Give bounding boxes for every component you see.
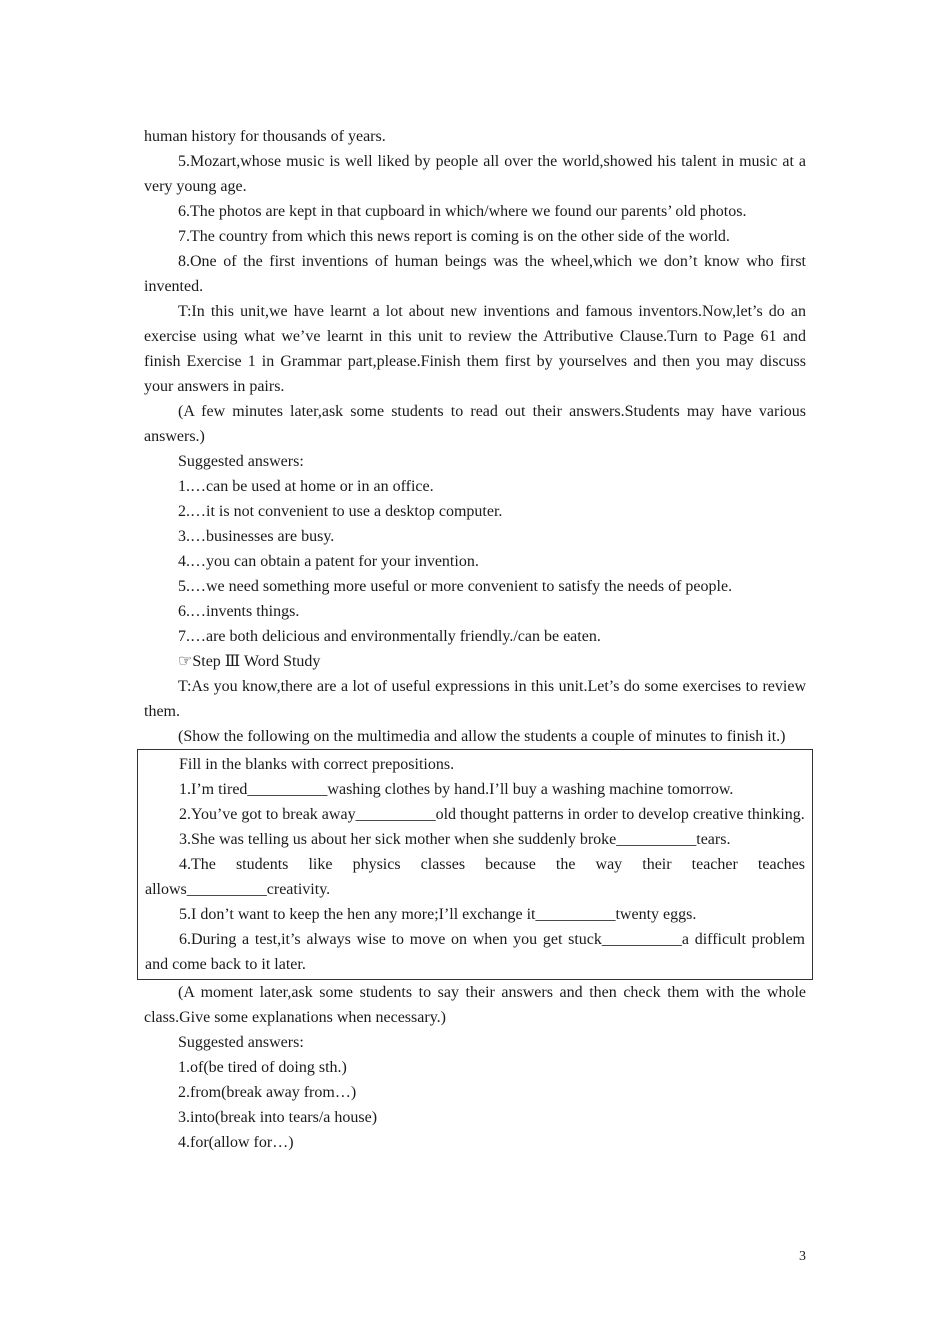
page-content xyxy=(144,124,806,1155)
paragraph: 1.…can be used at home or in an office. xyxy=(178,478,434,495)
paragraph: ☞Step Ⅲ Word Study xyxy=(178,653,321,670)
paragraph: 4.for(allow for…) xyxy=(178,1134,294,1151)
paragraph: 6.The photos are kept in that cupboard in which/where we found our parents’ old photos. xyxy=(178,203,747,220)
paragraph: 5.…we need something more useful or more convenient to satisfy the needs of people. xyxy=(178,578,733,595)
paragraph: 4.…you can obtain a patent for your invention. xyxy=(178,553,479,570)
paragraph: Suggested answers: xyxy=(178,453,304,470)
exercise-item: 1.I’m tired__________washing clothes by hand.I’ll buy a washing machine tomorrow. xyxy=(179,781,734,798)
paragraph: T:In this unit,we have learnt a lot about new inventions and famous inventors.Now,let’s do an exercise using what we’ve learnt in this unit to review the Attributive Clause.Turn to Page 61 and finish Exercise 1 in Grammar part,please.Finish them first by yourselves and then you may discuss your answers in pairs. xyxy=(144,303,806,395)
paragraph: 6.…invents things. xyxy=(178,603,300,620)
paragraph: 2.…it is not convenient to use a desktop computer. xyxy=(178,503,503,520)
top-section xyxy=(144,124,806,749)
paragraph: 5.Mozart,whose music is well liked by people all over the world,showed his talent in music at a very young age. xyxy=(144,153,806,195)
paragraph: 3.…businesses are busy. xyxy=(178,528,335,545)
paragraph: (Show the following on the multimedia and allow the students a couple of minutes to finish it.) xyxy=(178,728,786,745)
exercise-items xyxy=(145,777,805,977)
paragraph: 8.One of the first inventions of human beings was the wheel,which we don’t know who first invented. xyxy=(144,253,806,295)
paragraph: 7.…are both delicious and environmentally friendly./can be eaten. xyxy=(178,628,601,645)
paragraph: (A few minutes later,ask some students to read out their answers.Students may have various answers.) xyxy=(144,403,806,445)
paragraph: 7.The country from which this news report is coming is on the other side of the world. xyxy=(178,228,730,245)
exercise-item: 2.You’ve got to break away__________old thought patterns in order to develop creative thinking. xyxy=(179,806,805,823)
exercise-item: 3.She was telling us about her sick mother when she suddenly broke__________tears. xyxy=(179,831,731,848)
page-number: 3 xyxy=(799,1249,806,1264)
bottom-section xyxy=(144,980,806,1155)
exercise-item: 6.During a test,it’s always wise to move on when you get stuck__________a difficult problem and come back to it later. xyxy=(145,931,805,973)
paragraph: (A moment later,ask some students to say their answers and then check them with the whole class.Give some explanations when necessary.) xyxy=(144,984,806,1026)
exercise-item: 4.The students like physics classes because the way their teacher teaches allows__________creativity. xyxy=(145,856,805,898)
paragraph: 3.into(break into tears/a house) xyxy=(178,1109,378,1126)
exercise-item: 5.I don’t want to keep the hen any more;I’ll exchange it__________twenty eggs. xyxy=(179,906,697,923)
paragraph: 1.of(be tired of doing sth.) xyxy=(178,1059,347,1076)
paragraph: Suggested answers: xyxy=(178,1034,304,1051)
paragraph: T:As you know,there are a lot of useful expressions in this unit.Let’s do some exercises to review them. xyxy=(144,678,806,720)
exercise-instruction: Fill in the blanks with correct prepositions. xyxy=(179,756,455,773)
paragraph: 2.from(break away from…) xyxy=(178,1084,357,1101)
paragraph: human history for thousands of years. xyxy=(144,128,386,145)
exercise-box xyxy=(137,749,813,980)
